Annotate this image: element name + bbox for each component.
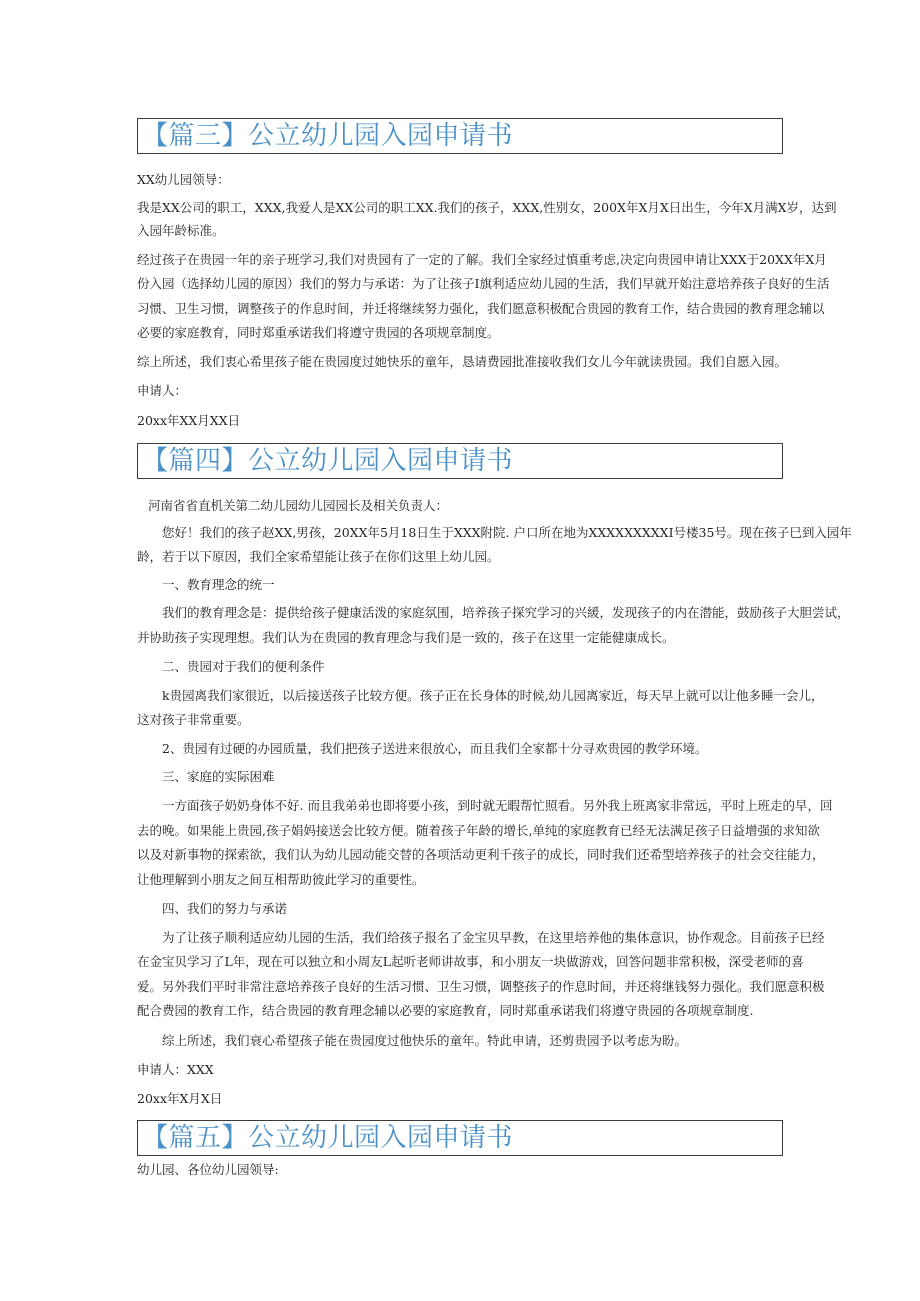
- section-heading-4: 四、我们的努力与承诺: [162, 901, 288, 916]
- paragraph-line: 份入园（选择幼儿园的原因）我们的努力与承诺：为了让孩子I旗利适应幼儿园的生活，我们早就开始注意培养孩子良好的生活: [137, 276, 830, 291]
- section-heading-2: 二、贵园对于我们的便利条件: [162, 659, 325, 674]
- section-5-heading-box: [137, 1120, 783, 1156]
- section-5-title: 【篇五】公立幼儿园入园申请书: [142, 1123, 514, 1153]
- paragraph-line: 并协助孩子实现理想。我们认为在贵园的教育理念与我们是一致的，孩子在这里一定能健康成长。: [137, 630, 675, 645]
- section-3-applicant: 申请人：: [137, 383, 188, 398]
- paragraph-line: 龄，若于以下原因，我们全家希望能让孩子在你们这里上幼儿园。: [137, 549, 500, 564]
- paragraph-line: 入园年龄标准。: [137, 223, 225, 238]
- paragraph-line: 习惯、卫生习惯，调整孩子的作息时间，并迁将继续努力强化，我们愿意积极配合贵园的教育工作，结合贵园的教育理念辅以: [137, 301, 825, 316]
- section-3-date: 20xx年XX月XX日: [137, 413, 241, 428]
- paragraph-line: 这对孩子非常重要。: [137, 712, 250, 727]
- section-5-salutation: 幼儿园、各位幼儿园领导:: [137, 1162, 279, 1177]
- paragraph-line: 必要的家庭教育，同时郑重承诺我们将遵守贵园的各项规章制度。: [137, 325, 500, 340]
- paragraph-line: k贵园离我们家很近，以后接送孩子比较方便。孩子正在长身体的时候,幼儿园离家近，每天早上就可以让他多睡一会儿，: [162, 688, 824, 703]
- paragraph-line: 您好！我们的孩子赵XX,男孩，20XX年5月18日生于XXX附院. 户口所在地为XXXXXXXXXI号楼35号。现在孩子巳到入园年: [162, 525, 852, 540]
- paragraph-line: 综上所述，我们衷心希里孩子能在贵园度过她快乐的童年，恳请费园批准接收我们女儿今年就读贵园。我们自愿入园。: [137, 354, 788, 369]
- section-3-salutation: XX幼儿园领导：: [137, 172, 230, 187]
- section-heading-3: 三、家庭的实际困难: [162, 769, 275, 784]
- paragraph-line: 综上所述，我们衰心希望孩子能在贵园度过他快乐的童年。特此申请，还剪贵园予以考虑为盼。: [162, 1033, 688, 1048]
- paragraph-line: 爱。另外我们平时非常注意培养孩子良好的生活习惯、卫生习惯，调整孩子的作息时间，并还将继钱努力强化。我们愿意积极: [137, 979, 825, 994]
- section-4-title: 【篇四】公立幼儿园入园申请书: [142, 446, 514, 476]
- section-3-heading-box: [137, 118, 783, 154]
- section-heading-1: 一、教育理念的统一: [162, 577, 275, 592]
- paragraph-line: 让他理解到小朋友之间互相帮助彼此学习的重要性。: [137, 872, 425, 887]
- section-4-salutation: 河南省省直机关第二幼儿园幼儿园园长及相关负责人：: [148, 498, 449, 513]
- paragraph-line: 一方面孩子奶奶身体不好. 而且我弟弟也即将要小孩，到时就无暇帮忙照看。另外我上班离家非常远，平时上班走的早，回: [162, 798, 833, 813]
- section-4-applicant: 申请人：XXX: [137, 1062, 214, 1077]
- paragraph-line: 去的晚。如果能上贵园,孩子娟妈接送会比较方便。随着孩子年龄的增长,单纯的家庭教育已经无法满足孩子日益增强的求知欲: [137, 823, 820, 838]
- paragraph-line: 我是XX公司的职工，XXX,我爱人是XX公司的职工XX.我们的孩子，XXX,性别女，200X年X月X日出生，今年X月满X岁，达到: [137, 200, 837, 215]
- section-4-heading-box: [137, 443, 783, 479]
- paragraph-line: 以及对新事物的探索欲，我们认为幼儿园动能交替的各项活动更利千孩子的成长，同时我们还希型培养孩子的社会交往能力，: [137, 847, 825, 862]
- paragraph-line: 在金宝贝学习了L年，现在可以独立和小周友L起听老师讲故事，和小朋友一块做游戏，回答问题非常积极，深受老师的喜: [137, 954, 804, 969]
- paragraph-line: 我们的教育理念是：提供给孩子健康活泼的家庭氛围，培养孩子探究学习的兴緩，发现孩子的内在潜能，鼓励孩子大胆尝试，: [162, 605, 850, 620]
- paragraph-line: 配合费园的教育工作，结合贵园的教育理念辅以必要的家庭教育，同时郑重承诺我们将遵守贵园的各项规章制度.: [137, 1003, 754, 1018]
- section-3-title: 【篇三】公立幼儿园入园申请书: [142, 121, 514, 151]
- paragraph-line: 2、贵园有过硬的办园质量，我们把孩子送进来很放心，而且我们全家都十分寻欢贵园的教学环境。: [162, 741, 708, 756]
- paragraph-line: 为了让孩子顺利适应幼儿园的生活，我们给孩子报名了金宝贝早教，在这里培养他的集体意识，协作观念。目前孩子巳经: [162, 930, 825, 945]
- section-4-date: 20xx年X月X日: [137, 1091, 223, 1106]
- paragraph-line: 经过孩子在贵园一年的亲子班学习,我们对贵园有了一定的了解。我们全家经过慎重考虑,决定向贵园申请让XXX于20XX年X月: [137, 252, 827, 267]
